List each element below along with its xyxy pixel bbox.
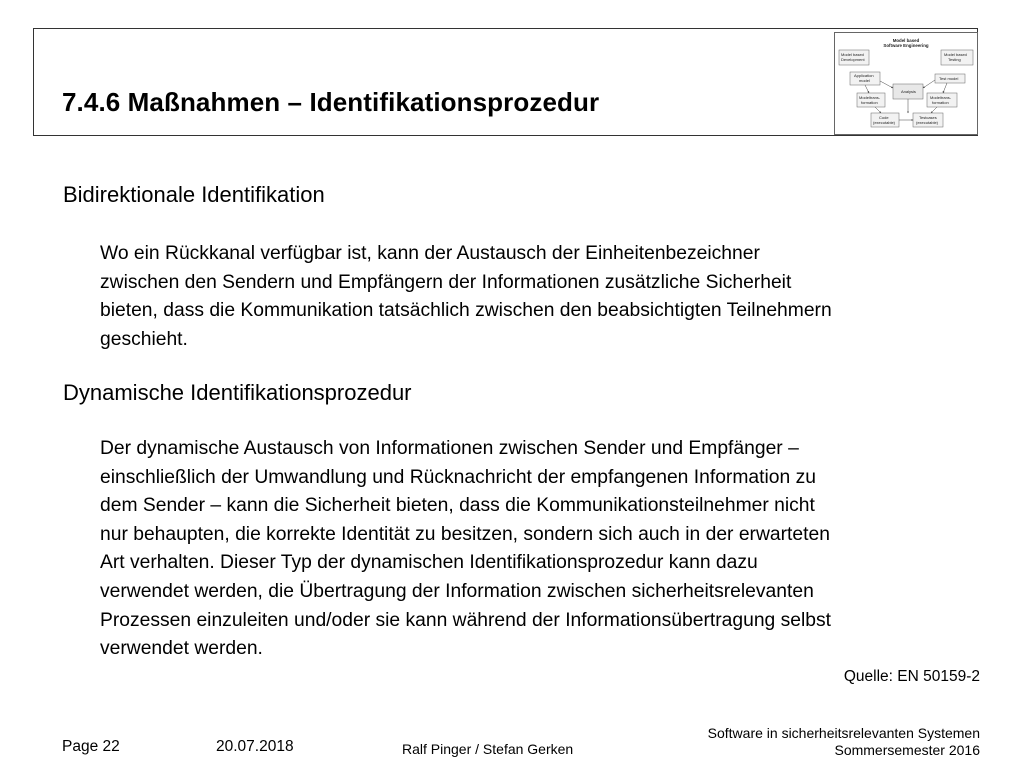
- node-code-line1: Code: [879, 115, 889, 120]
- paragraph-line: Art verhalten. Dieser Typ der dynamischen Identifikationsprozedur kann dazu: [100, 552, 758, 574]
- footer-authors: Ralf Pinger / Stefan Gerken: [402, 741, 574, 757]
- node-mt-left-line2: formation: [861, 100, 878, 105]
- node-mt-right-line1: Modeltrans-: [930, 95, 952, 100]
- paragraph-line: einschließlich der Umwandlung und Rücknachricht der empfangenen Information zu: [100, 466, 816, 488]
- node-mt-right-line2: formation: [932, 100, 949, 105]
- paragraph-line: zwischen den Sendern und Empfängern der Informationen zusätzliche Sicherheit: [100, 271, 792, 293]
- node-app-line2: model: [859, 78, 870, 83]
- node-testing-line1: Model based: [944, 52, 967, 57]
- diagram-title-line2: Software Engineering: [883, 43, 929, 48]
- node-testing-line2: Testing: [948, 57, 961, 62]
- node-code-line2: (executable): [873, 120, 896, 125]
- diagram-svg: [835, 33, 977, 134]
- slide-title: 7.4.6 Maßnahmen – Identifikationsprozedur: [62, 87, 600, 117]
- paragraph-line: bieten, dass die Kommunikation tatsächlich zwischen den beabsichtigten Teilnehmern: [100, 300, 832, 322]
- paragraph-line: Der dynamische Austausch von Informationen zwischen Sender und Empfänger –: [100, 438, 799, 459]
- diagram-title-line1: Model based: [892, 38, 920, 43]
- footer-date: 20.07.2018: [216, 738, 294, 755]
- section-paragraph-bidirectional: [100, 240, 980, 354]
- node-tc-line1: Testcases: [919, 115, 937, 120]
- paragraph-line: verwendet werden.: [100, 638, 263, 660]
- model-based-engineering-diagram: [834, 32, 978, 135]
- paragraph-line: nur behaupten, die korrekte Identität zu besitzen, sondern sich auch in der erwarteten: [100, 523, 830, 545]
- footer-semester: Sommersemester 2016: [834, 742, 980, 758]
- section-heading-bidirectional: Bidirektionale Identifikation: [63, 182, 325, 207]
- node-mt-left-line1: Modeltrans-: [859, 95, 881, 100]
- title-box: [33, 28, 978, 136]
- source-citation: Quelle: EN 50159-2: [843, 668, 980, 685]
- node-dev-line1: Model based: [841, 52, 864, 57]
- node-test-model-label: Test model: [939, 76, 959, 81]
- section-heading-dynamic: Dynamische Identifikationsprozedur: [63, 380, 412, 405]
- footer-course-title: Software in sicherheitsrelevanten Systemen: [707, 725, 980, 741]
- paragraph-line: Prozessen einzuleiten und/oder sie kann während der Informationsübertragung selbst: [100, 609, 831, 631]
- node-tc-line2: (executable): [916, 120, 939, 125]
- section-paragraph-dynamic: [100, 435, 980, 664]
- footer-page-number: Page 22: [62, 738, 120, 755]
- paragraph-line: verwendet werden, die Übertragung der Information zwischen sicherheitsrelevanten: [100, 580, 814, 602]
- node-app-line1: Application: [854, 73, 874, 78]
- node-dev-line2: Development: [841, 57, 865, 62]
- paragraph-line: geschieht.: [100, 328, 188, 350]
- paragraph-line: dem Sender – kann die Sicherheit bieten, dass die Kommunikationsteilnehmer nicht: [100, 495, 815, 517]
- paragraph-line: Wo ein Rückkanal verfügbar ist, kann der Austausch der Einheitenbezeichner: [100, 243, 760, 264]
- node-analysis-label: Analysis: [901, 89, 916, 94]
